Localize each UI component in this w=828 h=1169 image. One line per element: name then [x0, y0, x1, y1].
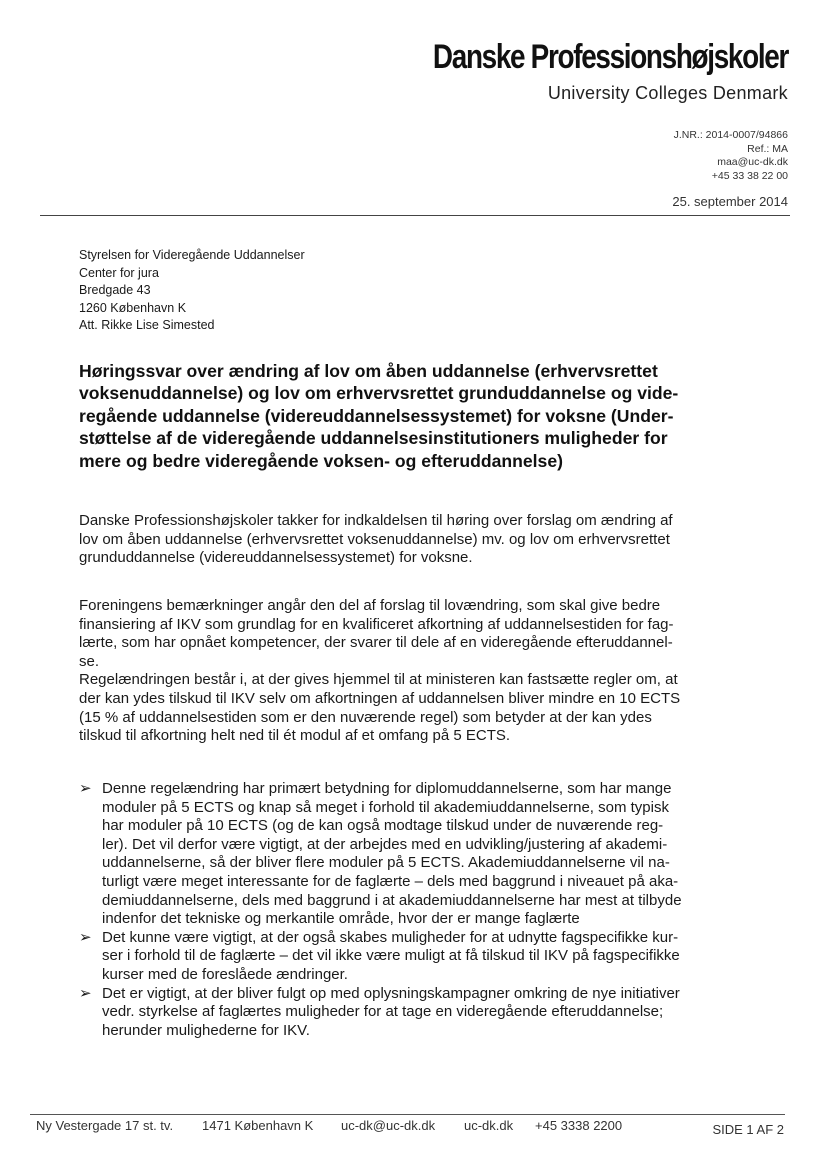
- text-line: uddannelserne, så der bliver flere moduler på 5 ECTS. Akademiuddannelserne vil na-: [102, 854, 670, 872]
- bullet-item: [79, 780, 749, 929]
- arrow-bullet-icon: ➢: [79, 780, 92, 797]
- remarks-paragraph: [79, 597, 749, 746]
- arrow-bullet-icon: ➢: [79, 984, 92, 1002]
- contact-phone: +45 33 38 22 00: [711, 169, 788, 182]
- recipient-line: Att. Rikke Lise Simested: [79, 318, 215, 332]
- contact-email: maa@uc-dk.dk: [717, 156, 788, 168]
- text-line: turligt være meget interessante for de faglærte – dels med baggrund i niveauet på aka-: [102, 872, 679, 890]
- subject-line: regående uddannelse (videreuddannelsessystemet) for voksne (Under-: [79, 405, 674, 426]
- text-line: herunder mulighederne for IKV.: [102, 1021, 310, 1039]
- organization-subtitle: University Colleges Denmark: [547, 83, 788, 103]
- text-line: vedr. styrkelse af faglærtes muligheder for at tage en videregående efteruddannelse;: [102, 1003, 664, 1021]
- letter-date: 25. september 2014: [672, 194, 788, 209]
- subject-line: voksenuddannelse) og lov om erhvervsrettet grunduddannelse og vide-: [79, 383, 679, 404]
- recipient-line: Bredgade 43: [79, 283, 151, 297]
- text-line: lærte, som har opnået kompetencer, der svarer til dele af en videregående efteruddannel-: [79, 634, 673, 652]
- text-line: grunduddannelse (videreuddannelsessystemet) for voksne.: [79, 549, 473, 567]
- arrow-bullet-icon: ➢: [79, 928, 92, 946]
- text-line: Foreningens bemærkninger angår den del af forslag til lovændring, som skal give bedre: [79, 597, 661, 614]
- reference-block: [674, 129, 788, 183]
- text-line: tilskud til afkortning helt ned til ét modul af et omfang på 5 ECTS.: [79, 727, 511, 745]
- text-line: ler). Det vil derfor være vigtigt, at der arbejdes med en udvikling/justering af akademi-: [102, 835, 668, 853]
- bullet-list: [79, 780, 749, 1040]
- footer-divider: [30, 1114, 785, 1115]
- journal-number: J.NR.: 2014-0007/94866: [673, 129, 788, 141]
- footer-city: 1471 København K: [202, 1118, 314, 1133]
- page-number: SIDE 1 AF 2: [712, 1122, 784, 1137]
- text-line: (15 % af uddannelsestiden som er den nuværende regel) som betyder at der kan ydes: [79, 708, 652, 726]
- recipient-address: [79, 247, 305, 335]
- text-line: Regelændringen består i, at der gives hjemmel til at ministeren kan fastsætte regler om, at: [79, 671, 678, 689]
- recipient-line: Styrelsen for Videregående Uddannelser: [79, 248, 305, 262]
- text-line: finansiering af IKV som grundlag for en kvalificeret afkortning af uddannelsestiden for fag-: [79, 615, 674, 633]
- text-line: demiuddannelserne, dels med baggrund i at akademiuddannelserne har mest at tilbyde: [102, 891, 682, 909]
- bullet-item: [79, 929, 749, 985]
- footer-email-link[interactable]: uc-dk@uc-dk.dk: [341, 1118, 436, 1133]
- text-line: der kan ydes tilskud til IKV selv om afkortningen af uddannelsen bliver mindre en 10 ECTS: [79, 689, 681, 707]
- text-line: Danske Professionshøjskoler takker for indkaldelsen til høring over forslag om ændring af: [79, 512, 673, 529]
- text-line: har moduler på 10 ECTS (og de kan også modtage tilskud under de nuværende reg-: [102, 817, 664, 835]
- text-line: se.: [79, 652, 100, 670]
- footer-website-link[interactable]: uc-dk.dk: [464, 1118, 514, 1133]
- subject-line: støttelse af de videregående uddannelsesinstitutioners muligheder for: [79, 428, 668, 449]
- header-divider: [40, 215, 790, 216]
- text-line: Det er vigtigt, at der bliver fulgt op med oplysningskampagner omkring de nye initiativer: [102, 984, 680, 1002]
- recipient-line: Center for jura: [79, 265, 159, 280]
- text-line: moduler på 5 ECTS og knap så meget i forhold til akademiuddannelserne, som typisk: [102, 798, 669, 816]
- text-line: Denne regelændring har primært betydning for diplomuddannelserne, som har mange: [102, 780, 672, 797]
- text-line: Det kunne være vigtigt, at der også skabes muligheder for at udnytte fagspecifikke kur-: [102, 928, 679, 946]
- text-line: indenfor det tekniske og merkantile område, hvor der er mange faglærte: [102, 910, 580, 928]
- subject-line: Høringssvar over ændring af lov om åben uddannelse (erhvervsrettet: [79, 361, 658, 381]
- subject-line: mere og bedre videregående voksen- og efteruddannelse): [79, 450, 563, 471]
- intro-paragraph: [79, 512, 749, 568]
- organization-name: Danske Professionshøjskoler: [432, 38, 788, 76]
- recipient-line: 1260 København K: [79, 300, 187, 315]
- bullet-item: [79, 985, 749, 1041]
- footer-phone: +45 3338 2200: [535, 1118, 623, 1133]
- text-line: kurser med de foreslåede ændringer.: [102, 965, 348, 983]
- letter-subject: [79, 360, 759, 472]
- footer-address: Ny Vestergade 17 st. tv.: [36, 1118, 174, 1133]
- text-line: ser i forhold til de faglærte – det vil ikke være muligt at få tilskud til IKV på fagspecifikke: [102, 947, 680, 965]
- text-line: lov om åben uddannelse (erhvervsrettet voksenuddannelse) mv. og lov om erhvervsrettet: [79, 530, 670, 548]
- reference-initials: Ref.: MA: [747, 142, 788, 155]
